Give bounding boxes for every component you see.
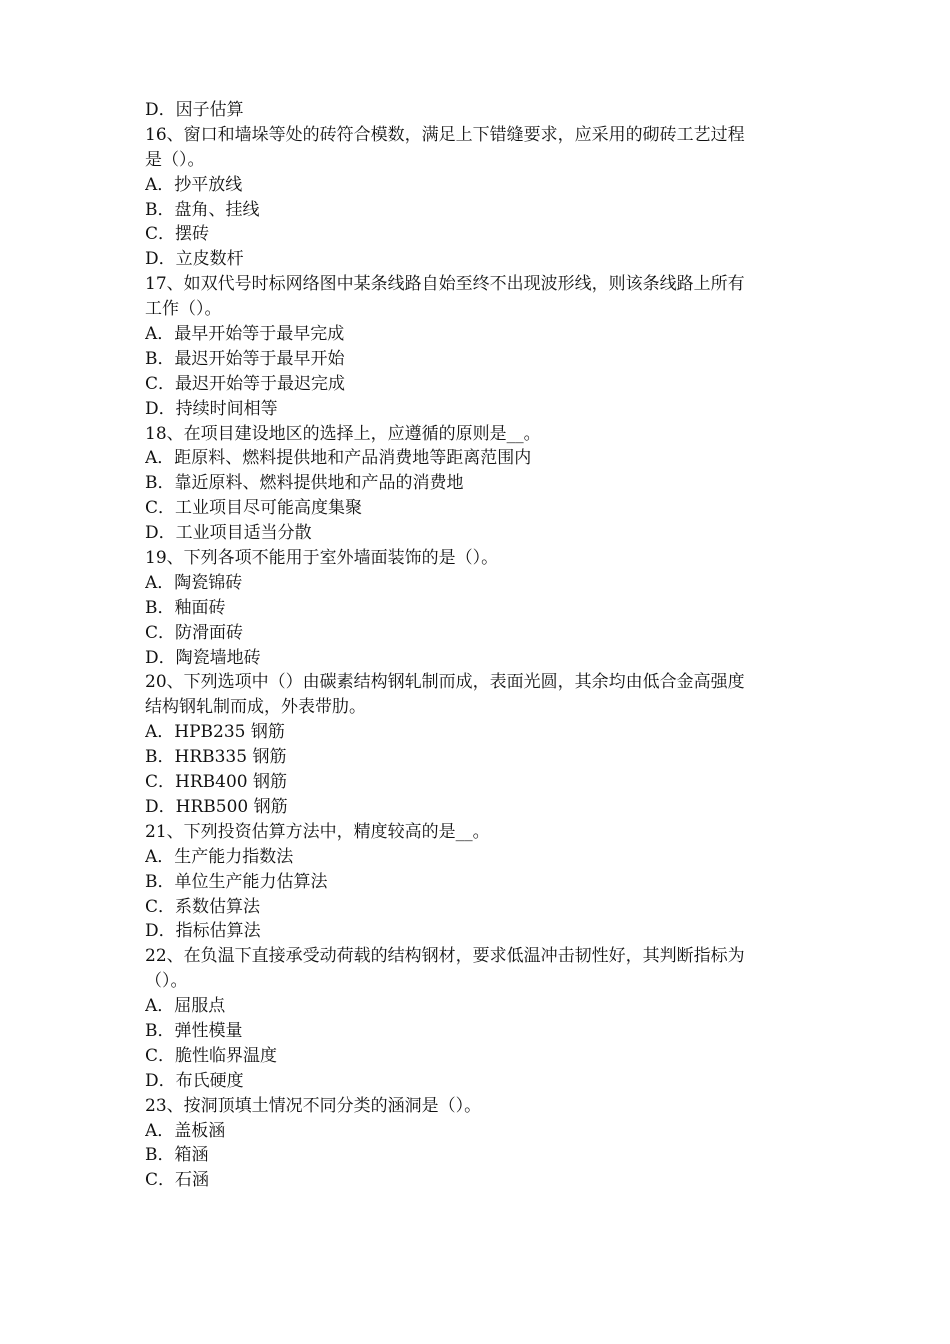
question-text-line: 22、在负温下直接承受动荷载的结构钢材，要求低温冲击韧性好，其判断指标为 [145,946,745,967]
question-text-line: 21、下列投资估算方法中，精度较高的是__。 [145,821,490,842]
option-line: C．工业项目尽可能高度集聚 [145,498,363,519]
option-line: C．防滑面砖 [145,622,244,643]
option-line: D．陶瓷墙地砖 [145,647,261,668]
option-line: D．工业项目适当分散 [145,523,312,544]
question-text-line: 20、下列选项中（）由碳素结构钢轧制而成，表面光圆，其余均由低合金高强度 [145,672,745,693]
option-line: A．屈服点 [145,996,226,1017]
option-line: B．靠近原料、燃料提供地和产品的消费地 [145,473,464,494]
option-line: A．抄平放线 [145,174,243,195]
option-line: D．因子估算 [145,100,244,120]
option-line: C．石涵 [145,1170,210,1191]
option-line: A．陶瓷锦砖 [145,572,243,593]
question-text-line: 工作（）。 [145,299,222,320]
option-line: D．HRB500 钢筋 [145,796,288,817]
option-line: C．脆性临界温度 [145,1045,278,1066]
question-text-line: 23、按洞顶填土情况不同分类的涵洞是（）。 [145,1095,482,1116]
question-text-line: 18、在项目建设地区的选择上，应遵循的原则是__。 [145,423,541,444]
option-line: B．HRB335 钢筋 [145,747,287,768]
option-line: B．盘角、挂线 [145,199,260,220]
question-text-line: （）。 [145,971,188,992]
option-line: A．生产能力指数法 [145,846,294,867]
question-text-line: 17、如双代号时标网络图中某条线路自始至终不出现波形线，则该条线路上所有 [145,274,745,295]
option-line: A．距原料、燃料提供地和产品消费地等距离范围内 [145,448,532,469]
option-line: C．HRB400 钢筋 [145,772,287,793]
question-text-line: 19、下列各项不能用于室外墙面装饰的是（）。 [145,548,499,569]
question-text-line: 16、窗口和墙垛等处的砖符合模数，满足上下错缝要求，应采用的砌砖工艺过程 [145,124,745,145]
option-line: C．系数估算法 [145,896,261,917]
option-line: A．HPB235 钢筋 [145,722,285,743]
document-body [145,98,817,1193]
option-line: A．盖板涵 [145,1120,226,1141]
option-line: D．持续时间相等 [145,398,278,419]
option-line: B．最迟开始等于最早开始 [145,348,345,369]
option-line: D．布氏硬度 [145,1070,244,1091]
option-line: C．摆砖 [145,224,210,245]
question-text-line: 是（）。 [145,149,205,170]
option-line: B．单位生产能力估算法 [145,871,328,892]
option-line: B．箱涵 [145,1145,209,1166]
option-line: C．最迟开始等于最迟完成 [145,373,346,394]
option-line: D．立皮数杆 [145,249,244,270]
option-line: A．最早开始等于最早完成 [145,324,345,345]
option-line: D．指标估算法 [145,921,261,942]
question-text-line: 结构钢轧制而成，外表带肋。 [145,697,366,718]
option-line: B．釉面砖 [145,597,226,618]
option-line: B．弹性模量 [145,1020,243,1041]
